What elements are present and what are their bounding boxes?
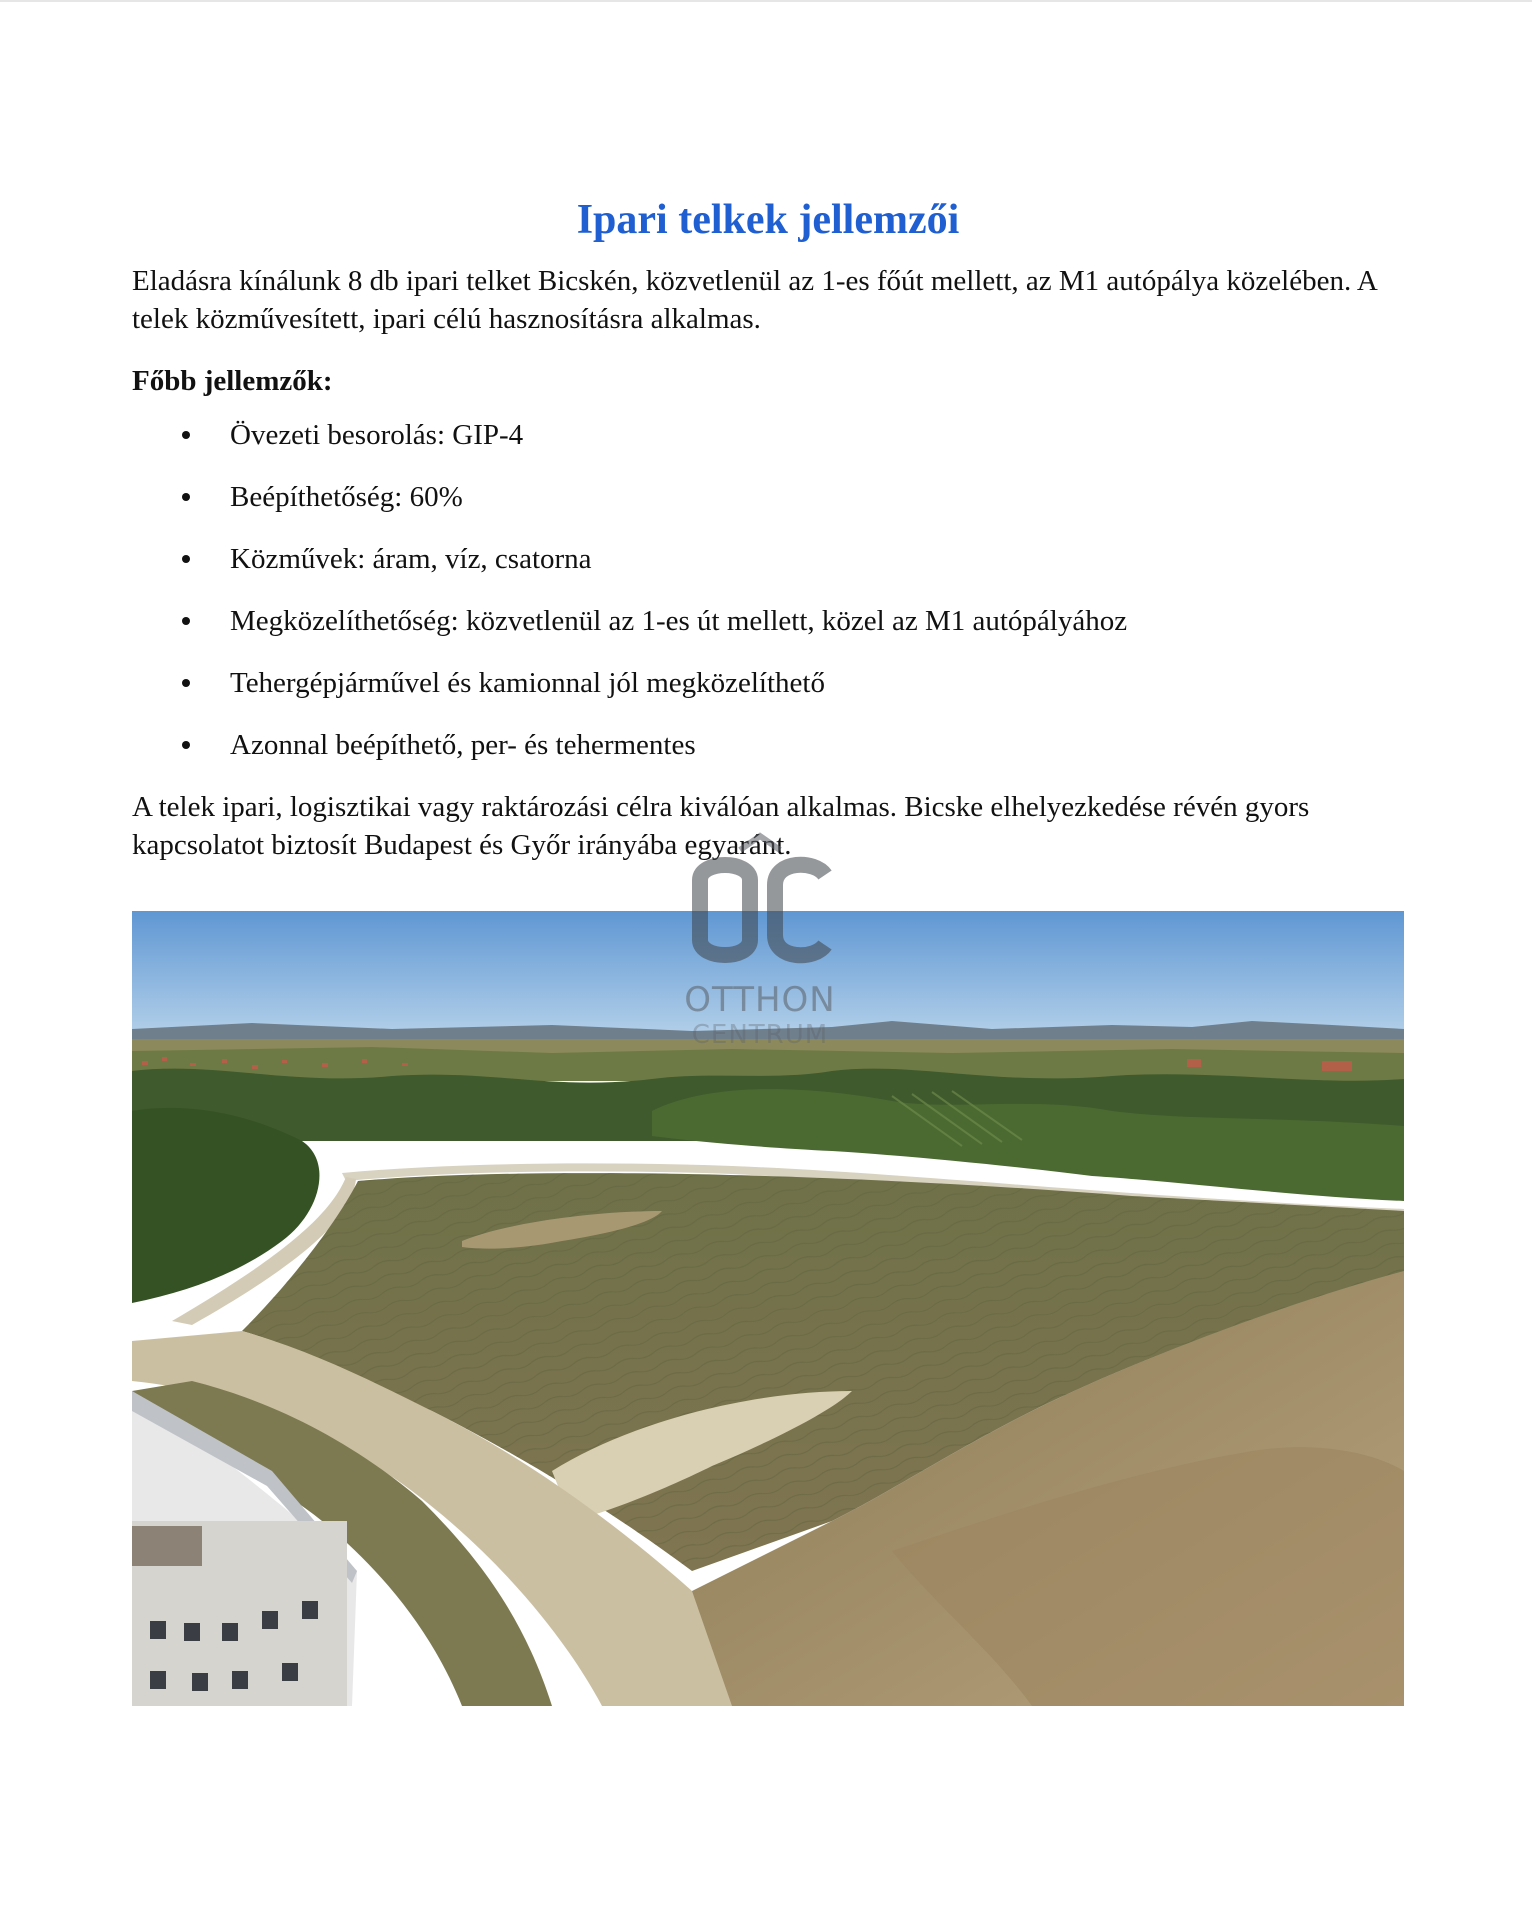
list-item bbox=[132, 416, 1404, 478]
bullet-icon bbox=[182, 741, 190, 749]
list-item bbox=[132, 478, 1404, 540]
page-top-border bbox=[0, 0, 1532, 2]
watermark-line1: OTTHON bbox=[684, 980, 836, 1020]
page-title: Ipari telkek jellemzői bbox=[576, 197, 960, 243]
bullet-icon bbox=[182, 431, 190, 439]
document-page bbox=[132, 190, 1404, 864]
intro-paragraph: Eladásra kínálunk 8 db ipari telket Bicskén, közvetlenül az 1-es főút mellett, az M1 autópálya közelében. A telek közművesített, ipari célú hasznosításra alkalmas. bbox=[132, 265, 1377, 335]
closing-paragraph: A telek ipari, logisztikai vagy raktározási célra kiválóan alkalmas. Bicske elhelyezkedése révén gyors kapcsolatot biztosít Budapest és Győr irányába egyaránt. bbox=[132, 791, 1310, 861]
features-heading: Főbb jellemzők: bbox=[132, 365, 333, 397]
watermark bbox=[680, 830, 840, 1080]
list-item bbox=[132, 540, 1404, 602]
watermark-line2: CENTRUM bbox=[691, 1020, 829, 1050]
features-list bbox=[132, 416, 1404, 788]
list-item-text: Azonnal beépíthető, per- és tehermentes bbox=[230, 729, 696, 761]
list-item bbox=[132, 602, 1404, 664]
otthon-centrum-logo-icon bbox=[680, 830, 840, 980]
list-item-text: Megközelíthetőség: közvetlenül az 1-es út mellett, közel az M1 autópályához bbox=[230, 605, 1128, 637]
list-item-text: Tehergépjárművel és kamionnal jól megközelíthető bbox=[230, 667, 825, 699]
list-item bbox=[132, 664, 1404, 726]
list-item-text: Övezeti besorolás: GIP-4 bbox=[230, 419, 524, 451]
list-item-text: Beépíthetőség: 60% bbox=[230, 481, 463, 513]
bullet-icon bbox=[182, 617, 190, 625]
bullet-icon bbox=[182, 555, 190, 563]
list-item bbox=[132, 726, 1404, 788]
list-item-text: Közművek: áram, víz, csatorna bbox=[230, 543, 592, 575]
bullet-icon bbox=[182, 493, 190, 501]
bullet-icon bbox=[182, 679, 190, 687]
